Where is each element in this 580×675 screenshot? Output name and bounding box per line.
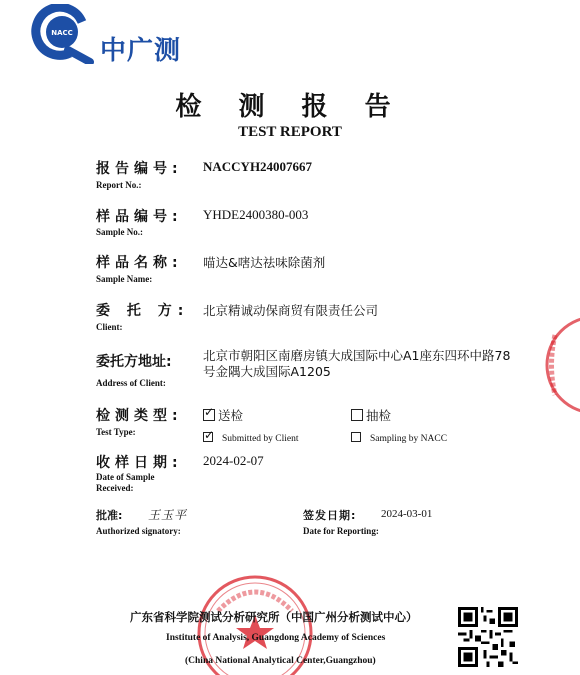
client-address-label: 委托方地址: [96, 354, 172, 370]
issue-date-label-en: Date for Reporting: [303, 526, 379, 536]
option-submitted [203, 405, 243, 424]
client-label-en: Client: [96, 322, 123, 332]
nacc-logo-icon [30, 4, 96, 64]
approver-label: 批准: [96, 509, 123, 522]
client-address-line1: 北京市朝阳区南磨房镇大成国际中心A1座东四环中路78 [203, 348, 511, 363]
client-value: 北京精诚动保商贸有限责任公司 [203, 303, 379, 318]
option-sampling-en [351, 426, 447, 445]
received-date-label-en-2: Received: [96, 483, 134, 493]
test-type-label-en: Test Type: [96, 427, 136, 437]
institute-name-cn: 广东省科学院测试分析研究所（中国广州分析测试中心） [130, 610, 418, 624]
sample-no-value: YHDE2400380-003 [203, 207, 309, 222]
sample-name-value: 喵达&嗐达祛味除菌剂 [203, 255, 326, 270]
report-title-cn: 检 测 报 告 [175, 92, 405, 122]
received-date-label-en-1: Date of Sample [96, 472, 155, 482]
checkbox-empty-icon [351, 432, 361, 442]
sample-name-label: 样品名称: [96, 255, 183, 271]
sample-name-label-en: Sample Name: [96, 274, 153, 284]
issue-date-label: 签发日期: [303, 509, 357, 522]
sample-no-label-en: Sample No.: [96, 227, 143, 237]
option-submitted-en [203, 426, 299, 445]
client-label: 委 托 方: [96, 303, 190, 319]
report-no-label: 报告编号: [96, 161, 183, 177]
brand-name: 中广测 [100, 36, 182, 66]
client-address-line2: 号金隅大成国际A1205 [203, 364, 331, 379]
received-date-label: 收样日期: [96, 455, 183, 471]
option-sampling-label-en: Sampling by NACC [370, 434, 448, 444]
issue-date-value: 2024-03-01 [381, 508, 433, 520]
report-no-value: NACCYH24007667 [203, 159, 313, 174]
option-submitted-label: 送检 [218, 408, 244, 423]
checkbox-checked-icon [203, 432, 213, 442]
sample-no-label: 样品编号: [96, 209, 183, 225]
approver-label-en: Authorized signatory: [96, 526, 181, 536]
logo-badge-text: NACC [51, 29, 73, 37]
report-no-label-en: Report No.: [96, 180, 142, 190]
qr-code-icon[interactable] [458, 607, 518, 667]
client-address-label-en: Address of Client: [96, 378, 166, 388]
institute-name-en: Institute of Analysis, Guangdong Academy of Sciences [166, 633, 386, 643]
option-sampling [351, 405, 391, 424]
checkbox-empty-icon [351, 409, 363, 421]
option-sampling-label: 抽检 [366, 408, 392, 423]
approver-signature: 王玉平 [148, 508, 188, 522]
checkbox-checked-icon [203, 409, 215, 421]
report-title-en: TEST REPORT [238, 124, 342, 140]
option-submitted-label-en: Submitted by Client [222, 434, 299, 444]
received-date-value: 2024-02-07 [203, 453, 264, 468]
institute-name-en-2: (China National Analytical Center,Guangzhou) [185, 656, 376, 666]
test-type-label: 检测类型: [96, 408, 183, 424]
partial-seal-stamp [540, 310, 580, 420]
